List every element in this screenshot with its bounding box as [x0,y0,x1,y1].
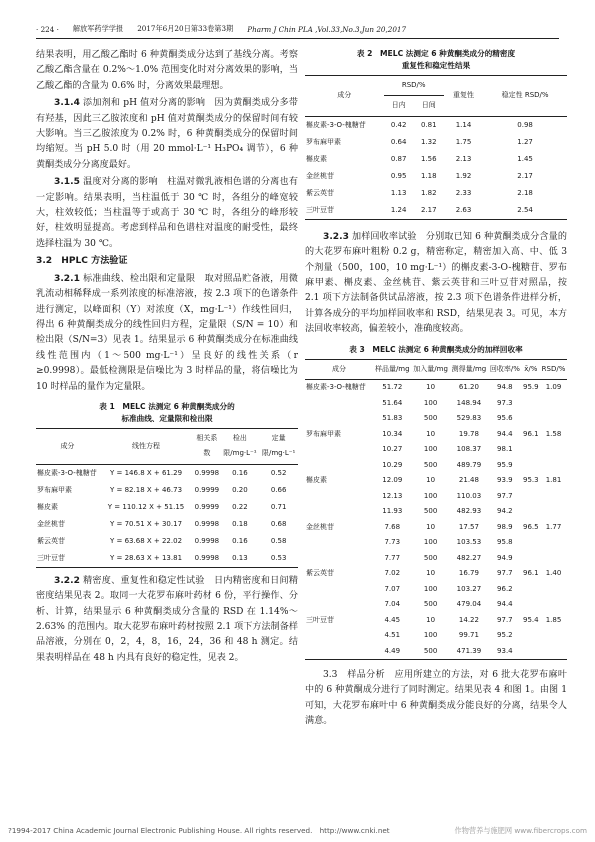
table-cell: 罗布麻甲素 [306,429,341,438]
table-cell: 紫云英苷 [306,569,334,578]
table-cell: 94.8 [497,383,513,392]
table-row [305,442,567,458]
table-cell: 98.9 [497,522,513,531]
table-cell: 97.7 [497,615,513,624]
watermark: 作物营养与施肥网 www.fibercrops.com [454,826,587,835]
table-cell: 0.68 [270,519,287,528]
table-cell [522,628,540,644]
issue-date-cn: 2017年6月20日第33卷第3期 [137,24,234,33]
table-cell: 4.49 [384,646,401,655]
table-cell [522,582,540,598]
table-cell [305,644,373,660]
section-3-2-heading: 3.2 HPLC 方法验证 [36,256,128,267]
table-row [305,582,567,598]
table-row [305,151,567,168]
table-cell: 0.9999 [194,502,220,511]
table-cell: 100 [423,445,438,454]
table-cell: 0.16 [232,536,248,545]
table-cell: 7.68 [384,522,401,531]
table-cell: 2.18 [517,188,533,197]
table-row [305,458,567,474]
table-cell: 1.85 [545,615,562,624]
table-cell: 1.24 [390,205,407,214]
table-cell: 96.5 [523,522,539,531]
section-number: 3.2.2 [54,575,80,586]
table-cell: 4.51 [384,631,401,640]
table-cell: 槲皮素-3-O-槐糖苷 [306,383,366,392]
table-cell: 482.27 [456,553,482,562]
table-cell [305,535,373,551]
table-cell: 10.34 [382,429,403,438]
table-cell: 0.9998 [194,536,220,545]
table-row [36,464,298,482]
table-cell: 三叶豆苷 [37,553,65,562]
table-cell [540,396,567,412]
table-cell [522,551,540,567]
table-row [305,628,567,644]
table-cell [522,411,540,427]
table-cell: 500 [423,460,438,469]
table-cell: 100 [423,631,438,640]
table-cell: 98.1 [497,445,513,454]
table-cell: 93.4 [497,646,513,655]
section-3-2-1 [36,272,298,395]
table-cell: 12.13 [382,491,403,500]
table-cell: 110.03 [456,491,482,500]
table-cell: 2.17 [420,205,437,214]
table-cell: 1.09 [545,383,562,392]
table-cell: 489.79 [456,460,482,469]
table-cell: 槲皮素-3-O-槐糖苷 [37,468,97,477]
footer [8,826,587,836]
table-row [36,533,298,550]
table-cell: 10 [426,569,436,578]
table-cell: 0.9998 [194,519,220,528]
table-cell: 2.17 [517,171,533,180]
column-header: 稳定性 RSD/% [483,76,567,117]
table-cell [522,535,540,551]
section-3-3: 3.3 样品分析 应用所建立的方法，对 6 批大花罗布麻叶中的 6 种黄酮成分进行了同时测定。结果见表 4 和图 1。由图 1 可知，大花罗布麻叶中 6 种黄酮类成分能良好的分离，结果令人满意。 [305,670,567,727]
table-cell: 2.33 [455,188,472,197]
table-cell: 0.42 [390,120,407,129]
table-cell: 479.04 [456,600,482,609]
paragraph: 结果表明，用乙酸乙酯时 6 种黄酮类成分达到了基线分离。考察乙酸乙酯含量在 0.2%～1.0% 范围变化时对分离效果的影响，当乙酸乙酯的含量为 0.6% 时，分离效果最理想。 [36,50,298,91]
table-cell: 500 [423,507,438,516]
column-header: 样品量/mg [373,359,411,379]
table-row [305,396,567,412]
table-cell: 148.94 [456,398,482,407]
table-cell: 10.27 [382,445,403,454]
table-cell: Y = 70.51 X + 30.17 [110,519,183,528]
table-cell: 1.56 [420,154,437,163]
table-row [305,644,567,660]
table-cell [305,551,373,567]
table-cell: 529.83 [456,414,482,423]
table-cell: 97.3 [497,398,513,407]
table-cell: Y = 63.68 X + 22.02 [110,536,183,545]
table-cell [305,411,373,427]
table-cell: 11.93 [382,507,403,516]
table-cell: 14.22 [458,615,479,624]
table-cell: 12.09 [382,476,403,485]
table-cell: 95.2 [497,631,513,640]
table-row [305,504,567,520]
table-cell: 51.64 [382,398,403,407]
column-header: 日间 [414,96,444,116]
table-row [305,551,567,567]
table-row [305,116,567,134]
table-row [36,550,298,568]
section-3-1-4 [36,96,298,173]
table-cell: 10 [426,429,436,438]
table-cell [540,628,567,644]
table-cell [522,489,540,505]
table-cell: 0.18 [232,519,248,528]
table-cell: 10 [426,615,436,624]
table-cell: 0.71 [270,502,287,511]
table-row [36,499,298,516]
table-3-title: 表 3 MELC 法测定 6 种黄酮类成分的加样回收率 [349,344,523,354]
table-1 [36,428,298,568]
table-cell: 95.6 [497,414,513,423]
table-cell: 1.75 [455,137,472,146]
table-cell [305,489,373,505]
table-cell [540,582,567,598]
table-cell: 4.45 [384,615,401,624]
table-row [36,516,298,533]
table-cell: 96.2 [497,584,513,593]
section-3-2-2 [36,574,298,666]
table-cell: 1.82 [420,188,437,197]
table-cell: 500 [423,414,438,423]
section-3-2-3 [305,230,567,338]
column-header: 重复性 [444,76,483,117]
table-row [305,427,567,443]
table-cell: 1.77 [545,522,562,531]
table-row [305,411,567,427]
column-header: 成分 [305,359,373,379]
table-cell: 0.16 [232,468,248,477]
table-cell: 1.32 [420,137,437,146]
table-cell: 61.20 [458,383,479,392]
table-cell: 0.13 [232,553,248,562]
table-cell [522,504,540,520]
table-row [305,489,567,505]
table-cell: 95.9 [497,460,513,469]
table-row [305,613,567,629]
table-cell [522,396,540,412]
table-cell: 21.48 [458,476,479,485]
table-cell: 0.58 [270,536,287,545]
table-cell: 1.13 [390,188,407,197]
section-3-1-5 [36,175,298,252]
table-cell: 10 [426,383,436,392]
copyright-notice: ?1994-2017 China Academic Journal Electronic Publishing House. All rights reserved. http://www.cnki.net [8,826,390,835]
table-cell: 99.71 [458,631,479,640]
table-cell: 槲皮素 [306,476,327,485]
table-cell: 罗布麻甲素 [306,137,341,146]
table-cell: 100 [423,538,438,547]
table-cell: 1.92 [455,171,472,180]
table-cell: 0.9998 [194,553,220,562]
table-cell: 97.7 [497,491,513,500]
table-cell: 0.20 [232,485,248,494]
table-cell [305,582,373,598]
table-cell [540,442,567,458]
table-row [305,380,567,396]
section-number: 3.1.4 [54,98,80,109]
column-header: 成分 [36,428,99,464]
table-cell: 槲皮素 [306,154,327,163]
table-1-title: 表 1 MELC 法测定 6 种黄酮类成分的 [99,401,235,411]
column-header: 检出限/mg·L⁻¹ [221,428,260,464]
table-cell: 1.27 [517,137,533,146]
section-text: 精密度、重复性和稳定性试验 日内精密度和日间精密度结果见表 2。取同一大花罗布麻叶药材 6 份，平行操作、分析、计算，结果显示 6 种黄酮类成分含量的 RSD 在 1.14%～2.63% 的范围内。取大花罗布麻叶药材按照 2.1 项下方法制备样品溶液，分别在 0，2，4，8，16，24，36 和 48 h 测定。结果表明样品在 48 h 内具有良好的稳定性，见表 2。 [36,575,298,663]
column-header: RSD/% [540,359,567,379]
table-cell: 金丝桃苷 [306,171,334,180]
table-cell: 紫云英苷 [306,188,334,197]
table-cell [522,644,540,660]
table-cell: Y = 110.12 X + 51.15 [107,502,185,511]
table-row [305,535,567,551]
table-cell: 7.02 [384,569,401,578]
table-cell: 7.77 [384,553,401,562]
table-cell: 94.9 [497,553,513,562]
table-cell: 103.27 [456,584,482,593]
table-cell: 2.63 [455,205,472,214]
table-cell: Y = 146.8 X + 61.29 [110,468,183,477]
table-cell [540,489,567,505]
table-cell: 2.13 [455,154,472,163]
table-2-caption [305,48,567,72]
table-cell: 95.4 [523,615,539,624]
column-header: 成分 [305,76,384,117]
table-cell: 10 [426,476,436,485]
table-cell: 1.14 [455,120,472,129]
column-header: RSD/% [384,76,444,96]
table-cell: 500 [423,553,438,562]
table-cell: 96.1 [523,429,539,438]
section-number: 3.1.5 [54,177,80,188]
header-rule [36,38,559,39]
table-cell: 0.64 [390,137,407,146]
table-cell: 51.83 [382,414,403,423]
table-cell: 500 [423,600,438,609]
table-cell: 0.53 [270,553,287,562]
table-cell: 三叶豆苷 [306,615,334,624]
table-cell: 500 [423,646,438,655]
table-cell: 97.7 [497,569,513,578]
table-cell: 7.73 [384,538,401,547]
column-header: 测得量/mg [450,359,488,379]
table-cell: 金丝桃苷 [37,519,65,528]
table-row [305,168,567,185]
section-text: 加样回收率试验 分别取已知 6 种黄酮类成分含量的的大花罗布麻叶粗粉 0.2 g，精密称定，精密加入高、中、低 3 个剂量（500，100，10 mg·L⁻¹）的槲皮素-3-O-槐糖苷、罗布麻甲素、槲皮素、金丝桃苷、紫云英苷和三叶豆苷对照品，按 2.1 项下方法制备供试品溶液，按 2.3 项下色谱条件进样分析，计算各成分的平均加样回收率和 RSD，结果见表 3。可见，本方法回收率较高，偏差较小，准确度较高。 [305,231,567,335]
table-row [305,597,567,613]
table-cell: 482.93 [456,507,482,516]
table-row [305,520,567,536]
column-header: 日内 [384,96,414,116]
table-cell: 100 [423,398,438,407]
table-cell: 0.9998 [194,468,220,477]
table-cell: 95.9 [523,383,539,392]
table-cell: 0.81 [420,120,437,129]
column-header: 回收率/% [488,359,522,379]
table-2-subtitle: 重复性和稳定性结果 [401,61,471,70]
table-cell: 三叶豆苷 [306,205,334,214]
table-cell: 0.95 [390,171,407,180]
table-row [305,566,567,582]
table-cell: 罗布麻甲素 [37,485,72,494]
journal-title-cn: 解放军药学学报 [72,24,124,33]
table-cell: 10.29 [382,460,403,469]
table-cell [305,442,373,458]
table-cell: 紫云英苷 [37,536,65,545]
column-header: 定量限/mg·L⁻¹ [259,428,298,464]
table-cell: 1.45 [517,154,533,163]
column-header: 加入量/mg [411,359,449,379]
table-cell: 94.4 [497,600,513,609]
section-number: 3.2.1 [54,273,80,284]
table-cell: 槲皮素-3-O-槐糖苷 [306,120,366,129]
table-cell: 0.22 [232,502,248,511]
table-3 [305,359,567,660]
left-column [36,48,298,668]
table-cell [522,442,540,458]
table-row [305,134,567,151]
table-cell: 95.3 [523,476,539,485]
table-cell: 471.39 [456,646,482,655]
section-text: 添加剂和 pH 值对分离的影响 因为黄酮类成分多带有羟基，因此三乙胺浓度和 pH 值对黄酮类成分的保留时间有较大影响。当三乙胺浓度为 0.2% 时，6 种黄酮类成分的保留时间均缩短。当 pH 5.0 时（用 20 mmol·L⁻¹ H₃PO₄ 调节），6 种黄酮类成分分离度最好。 [36,98,298,170]
table-cell: 94.4 [497,429,513,438]
column-header: 线性方程 [99,428,193,464]
table-cell: 0.9999 [194,485,220,494]
table-cell: 0.98 [517,120,533,129]
table-cell: 1.40 [545,569,562,578]
running-header [36,22,559,36]
table-cell [540,504,567,520]
section-text: 温度对分离的影响 柱温对微乳液相色谱的分离也有一定影响。结果表明，当柱温低于 30 ℃ 时，各组分的峰宽较大，柱效较低；当柱温等于或高于 30 ℃ 时，各组分的峰形较好，柱效明显提高。考虑到样品和色谱柱对温度的耐受性，最终选择柱温为 30 ℃。 [36,177,298,249]
table-cell [540,644,567,660]
table-cell: 100 [423,491,438,500]
table-cell: 槲皮素 [37,502,58,511]
table-cell [305,628,373,644]
table-cell [522,458,540,474]
table-cell: 108.37 [456,445,482,454]
table-cell [305,597,373,613]
table-cell [540,597,567,613]
table-cell: 1.18 [420,171,437,180]
table-cell: 96.1 [523,569,539,578]
column-header: 相关系数 [193,428,220,464]
table-cell: 2.54 [517,205,533,214]
table-row [36,482,298,499]
table-cell [305,396,373,412]
section-text: 标准曲线、检出限和定量限 取对照品贮备液，用微乳流动相稀释成一系列浓度的标准溶液，按 2.3 项下的色谱条件进行测定，以峰面积（Y）对浓度（X，mg·L⁻¹）作线性回归，得出 6 种黄酮类成分的线性回归方程，定量限（S/N = 10）和检出限（S/N=3）见表 1。结果显示 6 种黄酮类成分在标准曲线线性范围内（1～500 mg·L⁻¹）呈良好的线性关系（r ≥0.9998）。最低检测限是信噪比为 3 时样品的量，将信噪比为 10 时样品的量作为定量限。 [36,273,298,392]
table-cell: 0.87 [390,154,407,163]
table-1-caption [36,401,298,425]
section-number: 3.2.3 [323,231,349,242]
table-cell: 0.66 [270,485,287,494]
journal-title-en: Pharm J Chin PLA ,Vol.33,No.3,Jun 20,2017 [247,24,407,34]
table-cell: 16.79 [458,569,479,578]
table-row [305,202,567,220]
table-cell: 1.58 [545,429,562,438]
table-cell: 金丝桃苷 [306,522,334,531]
table-cell: 1.81 [545,476,562,485]
table-cell [305,504,373,520]
table-cell: 10 [426,522,436,531]
table-3-caption [305,344,567,356]
table-row [305,473,567,489]
table-cell: 94.2 [497,507,513,516]
table-cell [540,551,567,567]
table-cell: 103.53 [456,538,482,547]
table-cell: 100 [423,584,438,593]
table-2-title: 表 2 MELC 法测定 6 种黄酮类成分的精密度 [356,49,516,58]
table-cell: 7.07 [384,584,401,593]
table-cell: Y = 82.18 X + 46.73 [110,485,183,494]
table-cell: Y = 28.63 X + 13.81 [110,553,183,562]
table-cell [522,597,540,613]
table-cell: 95.8 [497,538,513,547]
table-cell: 7.04 [384,600,401,609]
right-column [305,48,567,732]
table-cell [540,411,567,427]
table-cell: 17.57 [458,522,479,531]
table-1-subtitle: 标准曲线、定量限和检出限 [121,413,213,423]
table-2 [305,75,567,220]
column-header: x̄/% [522,359,540,379]
table-cell [305,458,373,474]
page-number: · 224 · [36,24,59,34]
table-cell: 19.78 [458,429,479,438]
table-cell [540,458,567,474]
table-row [305,185,567,202]
table-cell [540,535,567,551]
table-cell: 51.72 [382,383,403,392]
table-cell: 0.52 [270,468,287,477]
table-cell: 93.9 [497,476,513,485]
